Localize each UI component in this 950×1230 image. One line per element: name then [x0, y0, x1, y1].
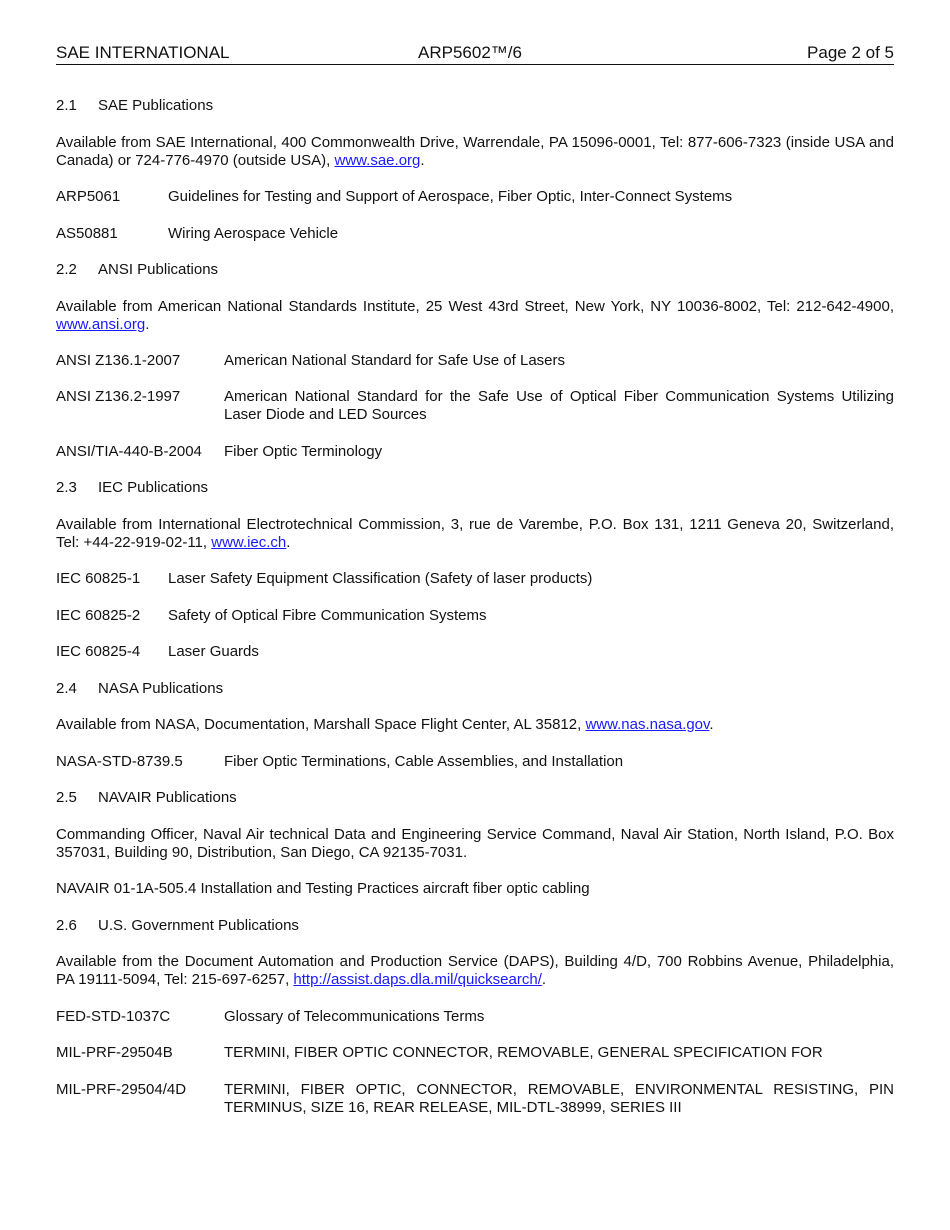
- document-page: [56, 42, 894, 1116]
- section-2-3-heading: 2.3 IEC Publications: [56, 479, 209, 496]
- header-doc-number: ARP5602™/6: [418, 43, 522, 62]
- page-header: [56, 42, 894, 65]
- ref-ansi-z136-1: ANSI Z136.1-2007 American National Standard for Safe Use of Lasers: [56, 352, 566, 369]
- section-2-5-address: Commanding Officer, Naval Air technical Data and Engineering Service Command, Naval Air Station, North Island, P.O. Box 357031, Building 90, Distribution, San Diego, CA 92135-7031.: [56, 826, 894, 861]
- section-2-1-availability: Available from SAE International, 400 Commonwealth Drive, Warrendale, PA 15096-0001, Tel: 877-606-7323 (inside USA and Canada) or 724-776-4970 (outside USA), www.sae.org.: [56, 134, 894, 169]
- ref-mil-prf-29504-4d: MIL-PRF-29504/4D TERMINI, FIBER OPTIC, CONNECTOR, REMOVABLE, ENVIRONMENTAL RESISTING, PIN TERMINUS, SIZE 16, REAR RELEASE, MIL-DTL-38999, SERIES III: [56, 1081, 894, 1116]
- section-2-3-availability: Available from International Electrotechnical Commission, 3, rue de Varembe, P.O. Box 131, 1211 Geneva 20, Switzerland, Tel: +44-22-919-02-11, www.iec.ch.: [56, 516, 894, 551]
- ref-arp5061: ARP5061 Guidelines for Testing and Support of Aerospace, Fiber Optic, Inter-Connect Systems: [56, 188, 733, 205]
- section-2-6-heading: 2.6 U.S. Government Publications: [56, 917, 299, 934]
- header-org: SAE INTERNATIONAL: [56, 43, 230, 62]
- section-2-1-heading: 2.1 SAE Publications: [56, 97, 214, 114]
- ref-ansi-tia-440: ANSI/TIA-440-B-2004 Fiber Optic Terminology: [56, 443, 383, 460]
- ref-iec-60825-4: IEC 60825-4 Laser Guards: [56, 643, 259, 660]
- ref-nasa-std-8739-5: NASA-STD-8739.5 Fiber Optic Terminations, Cable Assemblies, and Installation: [56, 753, 624, 770]
- section-2-5-heading: 2.5 NAVAIR Publications: [56, 789, 237, 806]
- ref-as50881: AS50881 Wiring Aerospace Vehicle: [56, 225, 339, 242]
- ref-mil-prf-29504b: MIL-PRF-29504B TERMINI, FIBER OPTIC CONNECTOR, REMOVABLE, GENERAL SPECIFICATION FOR: [56, 1044, 823, 1061]
- ref-fed-std-1037c: FED-STD-1037C Glossary of Telecommunications Terms: [56, 1008, 485, 1025]
- header-page-number: Page 2 of 5: [807, 43, 894, 62]
- ansi-link[interactable]: www.ansi.org: [56, 316, 146, 333]
- nasa-link[interactable]: www.nas.nasa.gov: [585, 716, 710, 733]
- iec-link[interactable]: www.iec.ch: [211, 534, 287, 551]
- section-2-6-availability: Available from the Document Automation and Production Service (DAPS), Building 4/D, 700 Robbins Avenue, Philadelphia, PA 19111-5094, Tel: 215-697-6257, http://assist.daps.dla.mil/quicksearch/.: [56, 953, 894, 988]
- sae-link[interactable]: www.sae.org: [334, 152, 421, 169]
- ref-ansi-z136-2: ANSI Z136.2-1997 American National Standard for the Safe Use of Optical Fiber Communication Systems Utilizing Laser Diode and LED Sources: [56, 388, 894, 423]
- section-2-4-availability: Available from NASA, Documentation, Marshall Space Flight Center, AL 35812, www.nas.nasa.gov.: [56, 716, 714, 733]
- ref-iec-60825-2: IEC 60825-2 Safety of Optical Fibre Communication Systems: [56, 607, 487, 624]
- section-2-2-availability: Available from American National Standards Institute, 25 West 43rd Street, New York, NY 10036-8002, Tel: 212-642-4900, www.ansi.org.: [56, 298, 894, 333]
- section-2-4-heading: 2.4 NASA Publications: [56, 680, 224, 697]
- section-2-2-heading: 2.2 ANSI Publications: [56, 261, 219, 278]
- ref-iec-60825-1: IEC 60825-1 Laser Safety Equipment Classification (Safety of laser products): [56, 570, 593, 587]
- navair-reference: NAVAIR 01-1A-505.4 Installation and Testing Practices aircraft fiber optic cabling: [56, 880, 590, 897]
- assist-link[interactable]: http://assist.daps.dla.mil/quicksearch/: [293, 971, 542, 988]
